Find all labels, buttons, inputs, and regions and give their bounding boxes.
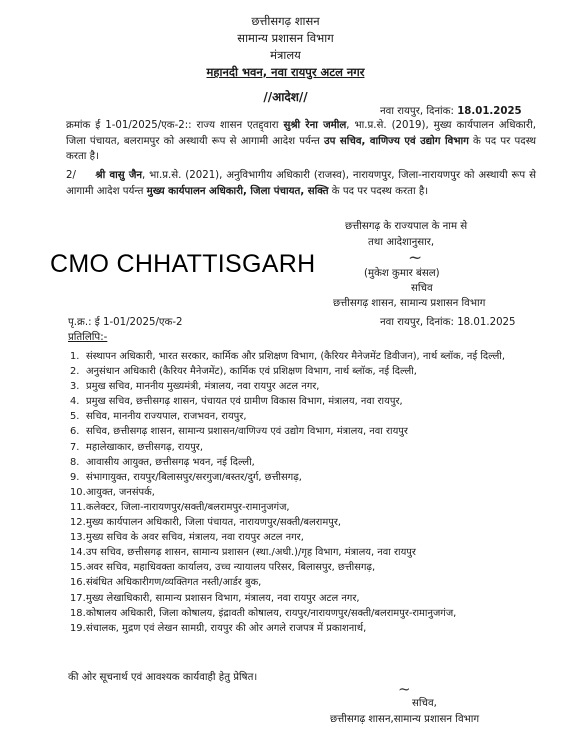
signatory-title: सचिव — [411, 283, 433, 294]
copy-list-number: 9. — [70, 471, 80, 483]
copy-list-number: 5. — [70, 411, 80, 423]
order-title: //आदेश// — [263, 90, 308, 104]
copy-list-text: मुख्य लेखाधिकारी, सामान्य प्रशासन विभाग, मंत्रालय, नवा रायपुर अटल नगर, — [86, 592, 360, 604]
watermark-text: CMO CHHATTISGARH — [50, 250, 316, 278]
copy-list-number: 18. — [70, 607, 86, 619]
copy-list-text: कलेक्टर, जिला-नारायणपुर/सक्ती/बलरामपुर-रामानुजगंज, — [86, 501, 290, 513]
endorsement-date: 18.01.2025 — [457, 317, 516, 328]
copy-list-text: प्रमुख सचिव, छत्तीसगढ़ शासन, पंचायत एवं ग्रामीण विकास विभाग, मंत्रालय, नवा रायपुर, — [86, 396, 403, 408]
officer-name-1: सुश्री रेना जमील — [283, 120, 347, 131]
copy-list-number: 3. — [70, 381, 80, 393]
copy-list-item — [70, 500, 560, 515]
copy-list-number: 4. — [70, 396, 80, 408]
copy-list-text: आयुक्त, जनसंपर्क, — [86, 486, 155, 498]
copy-list-item — [70, 621, 560, 636]
copy-list-text: संचालक, मुद्रण एवं लेखन सामग्री, रायपुर की ओर अगले राजपत्र में प्रकाशनार्थ, — [86, 622, 367, 634]
governor-order-line: छत्तीसगढ़ के राज्यपाल के नाम से — [345, 221, 468, 232]
para2-mid: , भा.प्र.से. (2021), अनुविभागीय अधिकारी (राजस्व), नारायणपुर, जिला-नारायणपुर को अस्थायी रूप से आगामी आदेश पर्यन्त — [66, 170, 536, 197]
copy-list-text: महालेखाकार, छत्तीसगढ़, रायपुर, — [86, 441, 203, 453]
copy-list-number: 1. — [70, 351, 80, 362]
signatory-dept: छत्तीसगढ़ शासन, सामान्य प्रशासन विभाग — [333, 298, 486, 309]
copy-list-item — [70, 530, 560, 545]
copy-list-number: 8. — [70, 456, 80, 468]
copy-list-number: 17. — [70, 592, 86, 604]
copy-list-text: संभागायुक्त, रायपुर/बिलासपुर/सरगुजा/बस्तर/दुर्ग, छत्तीसगढ़, — [86, 471, 302, 483]
para2-end: के पद पर पदस्थ करता है। — [331, 185, 429, 197]
order-authority-line: तथा आदेशानुसार, — [368, 237, 435, 248]
copy-list-item — [70, 379, 560, 394]
para1-end: के पद पर पदस्थ करता है। — [66, 135, 536, 162]
order-paragraph-1 — [66, 118, 536, 165]
endorsement-place: नवा रायपुर, दिनांक: — [380, 317, 454, 328]
header-department: सामान्य प्रशासन विभाग — [237, 31, 334, 45]
order-date: 18.01.2025 — [457, 106, 522, 117]
officer-name-2: श्री वासु जैन — [95, 170, 143, 181]
posting-2: मुख्य कार्यपालन अधिकारी, जिला पंचायत, सक्ति — [146, 185, 329, 197]
para1-pre: राज्य शासन एतद्द्वारा — [196, 120, 279, 131]
copy-list-item — [70, 606, 560, 621]
copy-list-text: मुख्य सचिव के अवर सचिव, मंत्रालय, नवा रायपुर अटल नगर, — [86, 532, 304, 544]
copy-list-number: 16. — [70, 577, 86, 589]
posting-1: उप सचिव, वाणिज्य एवं उद्योग विभाग — [324, 135, 469, 147]
copy-list-number: 2. — [70, 366, 80, 378]
copy-list-number: 14. — [70, 547, 86, 559]
header-government: छत्तीसगढ़ शासन — [251, 14, 320, 28]
copy-list-item — [70, 364, 560, 379]
header-ministry: मंत्रालय — [270, 48, 301, 62]
copy-list-text: सचिव, माननीय राज्यपाल, राजभवन, रायपुर, — [86, 411, 247, 423]
place-date — [380, 105, 522, 119]
signatory2-dept: छत्तीसगढ़ शासन,सामान्य प्रशासन विभाग — [330, 714, 480, 725]
copy-list-number: 11. — [70, 501, 86, 513]
copy-list-text: अवर सचिव, महाधिवक्ता कार्यालय, उच्च न्यायालय परिसर, बिलासपुर, छत्तीसगढ़, — [86, 562, 376, 574]
copy-list-text: कोषालय अधिकारी, जिला कोषालय, इंद्रावती कोषालय, रायपुर/नारायणपुर/सक्ती/बलरामपुर-रामानुजगंज, — [86, 607, 457, 619]
endorsement-place-date — [380, 316, 516, 330]
copy-list-number: 15. — [70, 562, 86, 574]
copy-list-item — [70, 560, 560, 575]
copy-list-item — [70, 455, 560, 470]
copy-list-number: 6. — [70, 426, 80, 438]
copy-label: प्रतिलिपि:- — [68, 332, 108, 343]
copy-list-text: प्रमुख सचिव, माननीय मुख्यमंत्री, मंत्रालय, नवा रायपुर अटल नगर, — [86, 381, 320, 393]
signatory-name: (मुकेश कुमार बंसल) — [364, 268, 440, 279]
copy-list-item — [70, 394, 560, 409]
copy-list-text: उप सचिव, छत्तीसगढ़ शासन, सामान्य प्रशासन (स्था./अधी.)/गृह विभाग, मंत्रालय, नवा रायपुर — [86, 547, 416, 559]
copy-list-number: 10. — [70, 486, 86, 498]
para1-post: , भा.प्र.से. (2019), मुख्य कार्यपालन अधिकारी, जिला पंचायत, बलरामपुर को अस्थायी रूप से आगामी आदेश पर्यन्त — [66, 120, 536, 147]
copy-list-item — [70, 591, 560, 606]
order-paragraph-2 — [66, 168, 536, 199]
signatory2-title: सचिव, — [412, 698, 437, 709]
copy-list-item — [70, 409, 560, 424]
signature-mark-1: ~ — [408, 248, 423, 268]
copy-list-item — [70, 470, 560, 485]
para2-num: 2/ — [66, 170, 76, 181]
order-ref: क्रमांक ई 1-01/2025/एक-2:: — [66, 120, 192, 131]
copy-list-number: 12. — [70, 517, 86, 529]
copy-list-item — [70, 485, 560, 500]
copy-list-item — [70, 575, 560, 590]
copy-list-text: अनुसंधान अधिकारी (कैरियर मैनेजमेंट), कार्मिक एवं प्रशिक्षण विभाग, नार्थ ब्लॉक, नई दिल्ली, — [86, 366, 417, 378]
copy-list-item — [70, 349, 560, 364]
header-address: महानदी भवन, नवा रायपुर अटल नगर — [206, 65, 365, 79]
copy-list-text: संबंधित अधिकारीगण/व्यक्तिगत नस्ती/आर्डर बुक, — [86, 577, 262, 589]
endorsement-ref: पृ.क्र.: ई 1-01/2025/एक-2 — [68, 317, 183, 328]
copy-list-text: मुख्य कार्यपालन अधिकारी, जिला पंचायत, नारायणपुर/सक्ती/बलरामपुर, — [86, 517, 342, 529]
copy-list-number: 19. — [70, 622, 86, 634]
copy-list-item — [70, 515, 560, 530]
copy-list-text: आवासीय आयुक्त, छत्तीसगढ़ भवन, नई दिल्ली, — [86, 456, 255, 468]
place-label: नवा रायपुर, दिनांक: — [380, 106, 454, 117]
copy-list-text: सचिव, छत्तीसगढ़ शासन, सामान्य प्रशासन/वाणिज्य एवं उद्योग विभाग, मंत्रालय, नवा रायपुर — [86, 426, 408, 438]
copy-list-item — [70, 424, 560, 439]
copy-list-number: 7. — [70, 441, 80, 453]
copy-list-item — [70, 440, 560, 455]
copy-list-number: 13. — [70, 532, 86, 544]
signature-mark-2: ~ — [398, 680, 411, 698]
copy-list-item — [70, 545, 560, 560]
copy-list — [70, 349, 560, 636]
closing-line: की ओर सूचनार्थ एवं आवश्यक कार्यवाही हेतु प्रेषित। — [68, 672, 258, 683]
copy-list-text: संस्थापन अधिकारी, भारत सरकार, कार्मिक और प्रशिक्षण विभाग, (कैरियर मैनेजमेंट डिवीजन), नार्थ ब्लॉक, नई दिल्ली, — [86, 351, 505, 362]
